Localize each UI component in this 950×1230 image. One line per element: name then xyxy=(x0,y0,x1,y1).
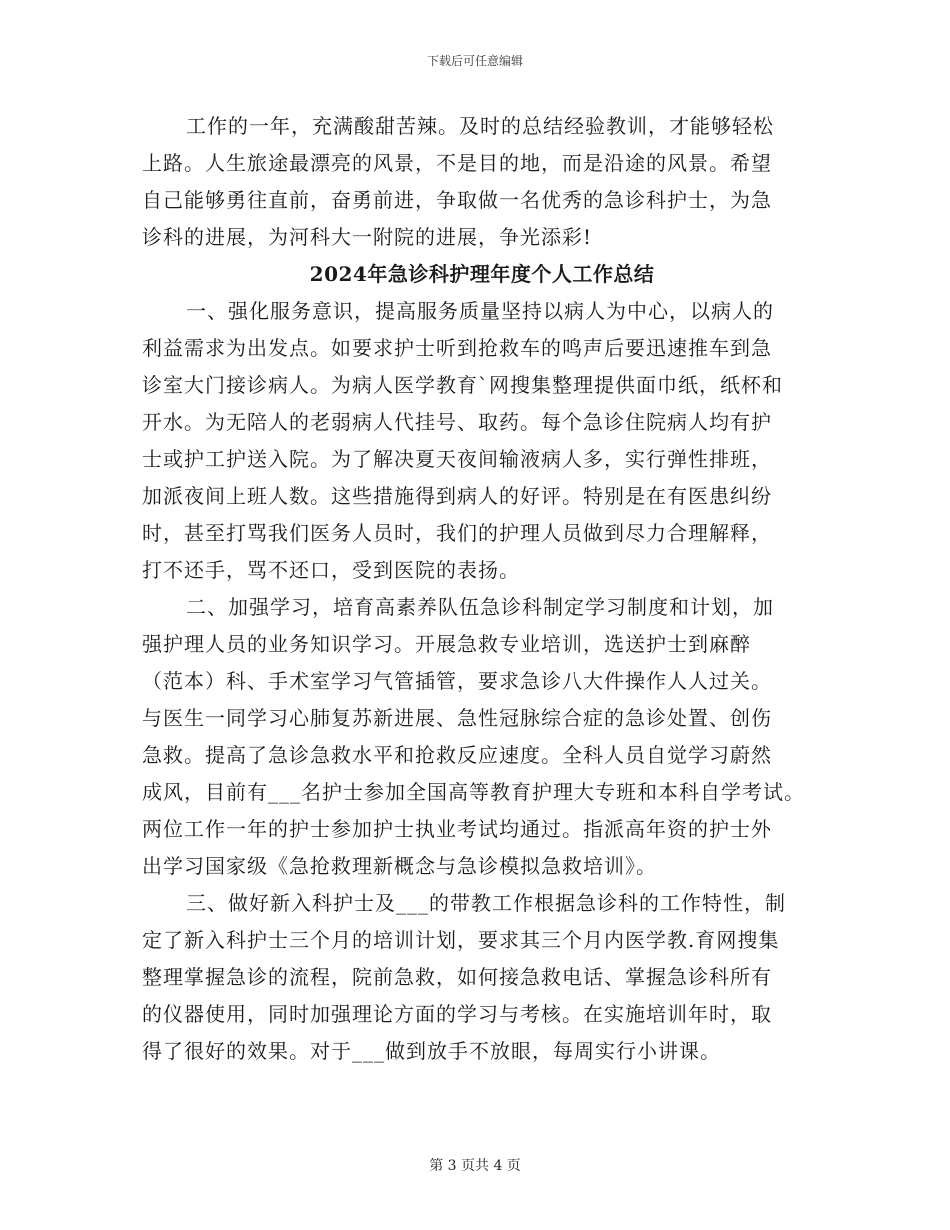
paragraph-line: 诊室大门接诊病人。为病人医学教育`网搜集整理提供面巾纸，纸杯和 xyxy=(142,373,783,397)
paragraph-line: 二、加强学习，培育高素养队伍急诊科制定学习制度和计划，加 xyxy=(186,595,774,619)
paragraph-line: 打不还手，骂不还口，受到医院的表扬。 xyxy=(142,558,520,582)
paragraph-line: 整理掌握急诊的流程，院前急救，如何接急救电话、掌握急诊科所有 xyxy=(142,965,772,989)
paragraph-line: 出学习国家级《急抢救理新概念与急诊模拟急救培训》。 xyxy=(142,854,657,878)
paragraph-line: 一、强化服务意识，提高服务质量坚持以病人为中心，以病人的 xyxy=(186,299,774,323)
document-title: 2024年急诊科护理年度个人工作总结 xyxy=(309,262,655,286)
paragraph-line: 加派夜间上班人数。这些措施得到病人的好评。特别是在有医患纠纷 xyxy=(142,484,772,508)
paragraph-line: 三、做好新入科护士及___的带教工作根据急诊科的工作特性，制 xyxy=(186,891,786,915)
page-header: 下载后可任意编辑 xyxy=(426,54,523,68)
document-body xyxy=(142,108,822,1070)
paragraph-line: 士或护工护送入院。为了解决夏天夜间输液病人多，实行弹性排班， xyxy=(142,447,772,471)
page-number: 第 3 页共 4 页 xyxy=(429,1158,521,1174)
paragraph-line: 定了新入科护士三个月的培训计划，要求其三个月内医学教.育网搜集 xyxy=(142,928,780,952)
paragraph-line: 诊科的进展，为河科大一附院的进展，争光添彩! xyxy=(142,225,593,249)
paragraph-line: 时，甚至打骂我们医务人员时，我们的护理人员做到尽力合理解释， xyxy=(142,521,772,545)
paragraph-line: 急救。提高了急诊急救水平和抢救反应速度。全科人员自觉学习蔚然 xyxy=(142,743,772,767)
paragraph-line: 的仪器使用，同时加强理论方面的学习与考核。在实施培训年时，取 xyxy=(142,1002,772,1026)
paragraph-line: 与医生一同学习心肺复苏新进展、急性冠脉综合症的急诊处置、创伤 xyxy=(142,706,772,730)
paragraph-line: （范本）科、手术室学习气管插管，要求急诊八大件操作人人过关。 xyxy=(142,669,772,693)
section-1-paragraph xyxy=(142,293,822,589)
paragraph-line: 自己能够勇往直前，奋勇前进，争取做一名优秀的急诊科护士，为急 xyxy=(142,188,772,212)
paragraph-line: 成风，目前有___名护士参加全国高等教育护理大专班和本科自学考试。 xyxy=(142,780,805,804)
paragraph-line: 利益需求为出发点。如要求护士听到抢救车的鸣声后要迅速推车到急 xyxy=(142,336,772,360)
section-3-paragraph xyxy=(142,885,822,1070)
paragraph-line: 上路。人生旅途最漂亮的风景，不是目的地，而是沿途的风景。希望 xyxy=(142,151,772,175)
paragraph-line: 强护理人员的业务知识学习。开展急救专业培训，选送护士到麻醉 xyxy=(142,632,751,656)
paragraph-line: 两位工作一年的护士参加护士执业考试均通过。指派高年资的护士外 xyxy=(142,817,772,841)
paragraph-line: 得了很好的效果。对于___做到放手不放眼，每周实行小讲课。 xyxy=(142,1039,721,1063)
paragraph-line: 开水。为无陪人的老弱病人代挂号、取药。每个急诊住院病人均有护 xyxy=(142,410,772,434)
intro-paragraph xyxy=(142,108,822,256)
paragraph-line: 工作的一年，充满酸甜苦辣。及时的总结经验教训，才能够轻松 xyxy=(186,114,774,138)
section-2-paragraph xyxy=(142,589,822,885)
